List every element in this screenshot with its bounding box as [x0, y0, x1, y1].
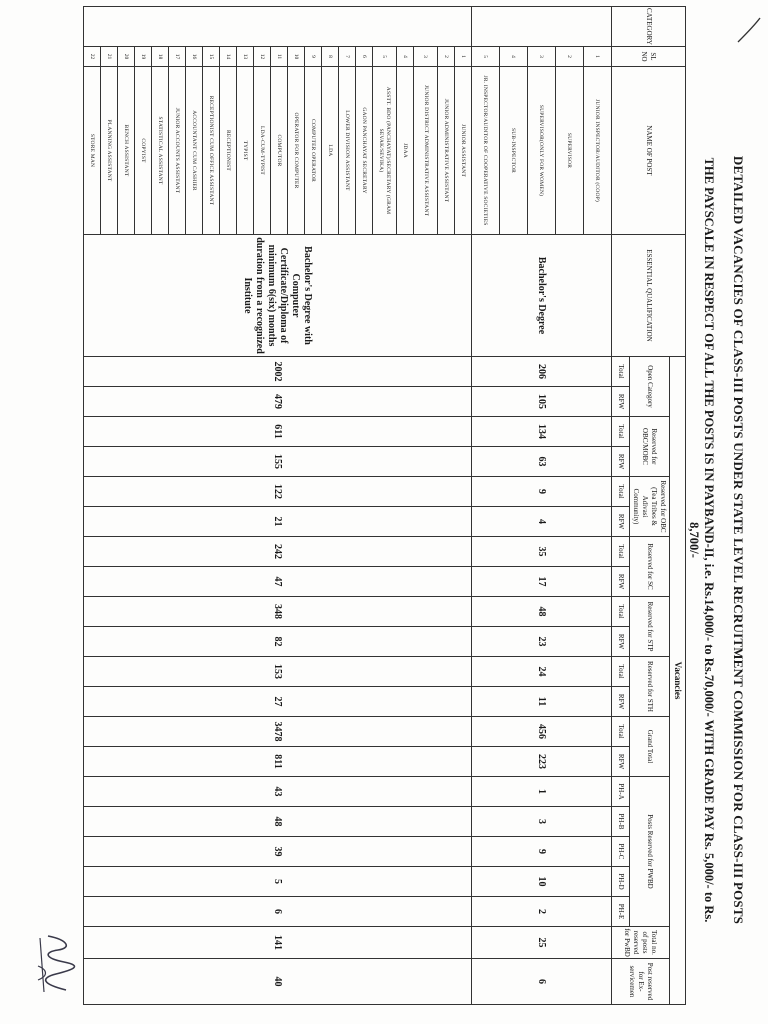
value-obc-tea-total: 122	[84, 477, 472, 507]
post-name: JDAA	[397, 67, 414, 235]
sl-no: 12	[254, 47, 271, 67]
qualification-group1: Bachelor's Degree	[472, 235, 612, 357]
sl-no: 2	[556, 47, 584, 67]
value-ph-c: 39	[84, 837, 472, 867]
header-total: Total	[612, 357, 630, 387]
post-name: JR. INSPECTOR/AUDITOR OF COOPERATIVE SOCIETIES	[472, 67, 500, 235]
value-open-total: 206	[472, 357, 612, 387]
header-rfw: RFW	[612, 447, 630, 477]
value-stp-rfw: 82	[84, 627, 472, 657]
post-name: JUNIOR ASSISTANT	[455, 67, 472, 235]
post-name: PLANNING ASSISTANT	[101, 67, 118, 235]
header-rfw: RFW	[612, 507, 630, 537]
header-stp: Reserved for STP	[630, 597, 670, 657]
header-total: Total	[612, 477, 630, 507]
header-total: Total	[612, 537, 630, 567]
value-obc-tea-total: 9	[472, 477, 612, 507]
value-ph-a: 43	[84, 777, 472, 807]
header-rfw: RFW	[612, 687, 630, 717]
sl-no: 21	[101, 47, 118, 67]
header-ph-c: PH-C	[612, 837, 630, 867]
post-name: ACCOUNTANT CUM CASHIER	[186, 67, 203, 235]
sl-no: 2	[438, 47, 455, 67]
value-sc-rfw: 47	[84, 567, 472, 597]
value-ph-b: 48	[84, 807, 472, 837]
header-obc-tea: Reserved for OBC (Tea Tribes & Adivasi Community)	[630, 477, 670, 537]
post-name: GAON PANCHAYAT SECRETARY	[356, 67, 373, 235]
header-ph-d: PH-D	[612, 867, 630, 897]
header-pwbd: Posts Reserved for PWBD	[630, 777, 670, 927]
value-obc-total: 134	[472, 417, 612, 447]
header-rfw: RFW	[612, 567, 630, 597]
value-sc-rfw: 17	[472, 567, 612, 597]
sl-no: 1	[455, 47, 472, 67]
header-total: Total	[612, 597, 630, 627]
header-name-of-post: NAME OF POST	[612, 67, 686, 235]
value-ex-servicemen: 40	[84, 959, 472, 1005]
post-name: LDA	[322, 67, 339, 235]
value-obc-tea-rfw: 21	[84, 507, 472, 537]
value-ph-e: 6	[84, 897, 472, 927]
header-rfw: RFW	[612, 747, 630, 777]
value-ph-e: 2	[472, 897, 612, 927]
value-grand-total: 456	[472, 717, 612, 747]
value-obc-total: 611	[84, 417, 472, 447]
value-ph-d: 5	[84, 867, 472, 897]
value-stp-total: 48	[472, 597, 612, 627]
document-title: DETAILED VACANCIES OF CLASS-III POSTS UNDER STATE LEVEL RECRUITMENT COMMISSION FOR CLASS-III POSTS	[731, 155, 746, 925]
sl-no: 10	[288, 47, 305, 67]
sl-no: 5	[373, 47, 397, 67]
value-pwbd-total: 25	[472, 927, 612, 959]
value-stp-total: 348	[84, 597, 472, 627]
sl-no: 4	[397, 47, 414, 67]
post-name: LOWER DIVISION ASSISTANT	[339, 67, 356, 235]
header-ex-servicemen: Post reserved for Ex-servicemen	[612, 959, 670, 1005]
sl-no: 19	[135, 47, 152, 67]
post-name: COMPUTOR	[271, 67, 288, 235]
header-total: Total	[612, 417, 630, 447]
value-ph-a: 1	[472, 777, 612, 807]
value-ph-c: 9	[472, 837, 612, 867]
handwritten-signature-icon	[32, 930, 78, 1000]
post-name: SUPERVISOR	[556, 67, 584, 235]
sl-no: 16	[186, 47, 203, 67]
sl-no: 14	[220, 47, 237, 67]
sl-no: 7	[339, 47, 356, 67]
check-mark-icon	[728, 0, 768, 60]
value-ex-servicemen: 6	[472, 959, 612, 1005]
post-name: RECEPTIONIST CUM OFFICE ASSISTANT	[203, 67, 220, 235]
value-grand-rfw: 223	[472, 747, 612, 777]
value-grand-rfw: 811	[84, 747, 472, 777]
sl-no: 4	[500, 47, 528, 67]
header-qualification: ESSENTIAL QUALIFICATION	[612, 235, 686, 357]
header-sth: Reserved for STH	[630, 657, 670, 717]
header-pwbd-total: Total no. of posts reserved for PwBD	[612, 927, 670, 959]
header-open: Open Category	[630, 357, 670, 417]
post-name: TYPIST	[237, 67, 254, 235]
sl-no: 15	[203, 47, 220, 67]
sl-no: 18	[152, 47, 169, 67]
sl-no: 13	[237, 47, 254, 67]
sl-no: 3	[528, 47, 556, 67]
value-open-rfw: 105	[472, 387, 612, 417]
post-name: JUNIOR INSPECTOR/AUDITOR (COOP)	[584, 67, 612, 235]
header-rfw: RFW	[612, 387, 630, 417]
value-ph-b: 3	[472, 807, 612, 837]
value-open-total: 2002	[84, 357, 472, 387]
post-name: COPYIST	[135, 67, 152, 235]
sl-no: 9	[305, 47, 322, 67]
sl-no: 5	[472, 47, 500, 67]
header-sl-no: SL NO	[612, 47, 686, 67]
header-ph-e: PH-E	[612, 897, 630, 927]
qualification-group2: Bachelor's Degree with Computer Certificate/Diploma of minimum 6(six) months duration from a recognized Institute	[84, 235, 472, 357]
header-vacancies: Vacancies	[670, 357, 686, 1005]
value-sc-total: 242	[84, 537, 472, 567]
post-name: COMPUTER OPERATOR	[305, 67, 322, 235]
post-name: BENCH ASSISTANT	[118, 67, 135, 235]
value-ph-d: 10	[472, 867, 612, 897]
sl-no: 1	[584, 47, 612, 67]
category-cell	[84, 7, 472, 47]
post-name: SUB-INSPECTOR	[500, 67, 528, 235]
sl-no: 22	[84, 47, 101, 67]
sl-no: 3	[414, 47, 438, 67]
post-name: RECEPTIONIST	[220, 67, 237, 235]
value-open-rfw: 479	[84, 387, 472, 417]
header-ph-b: PH-B	[612, 807, 630, 837]
post-name: JUNIOR ACCOUNTS ASSISTANT	[169, 67, 186, 235]
value-stp-rfw: 23	[472, 627, 612, 657]
post-name: JUNIOR DISTRICT ADMINISTRATIVE ASSISTANT	[414, 67, 438, 235]
sl-no: 20	[118, 47, 135, 67]
sl-no: 8	[322, 47, 339, 67]
post-name: LDA-CUM-TYPIST	[254, 67, 271, 235]
value-sc-total: 35	[472, 537, 612, 567]
value-sth-rfw: 27	[84, 687, 472, 717]
value-sth-total: 24	[472, 657, 612, 687]
vacancy-table	[83, 6, 686, 1005]
sl-no: 11	[271, 47, 288, 67]
header-total: Total	[612, 717, 630, 747]
value-obc-rfw: 155	[84, 447, 472, 477]
header-grand-total: Grand Total	[630, 717, 670, 777]
value-sth-total: 153	[84, 657, 472, 687]
header-ph-a: PH-A	[612, 777, 630, 807]
header-category: CATEGORY	[612, 7, 686, 47]
post-name: JUNIOR ADMINISTRATIVE ASSISTANT	[438, 67, 455, 235]
value-obc-rfw: 63	[472, 447, 612, 477]
sl-no: 6	[356, 47, 373, 67]
post-name: SUPERVISOR(ONLY FOR WOMEN)	[528, 67, 556, 235]
post-name: OPERATOR FOR COMPUTER	[288, 67, 305, 235]
value-obc-tea-rfw: 4	[472, 507, 612, 537]
value-sth-rfw: 11	[472, 687, 612, 717]
post-name: STORE MAN	[84, 67, 101, 235]
value-grand-total: 3478	[84, 717, 472, 747]
header-total: Total	[612, 657, 630, 687]
header-obc: Reserved for OBC/MOBC	[630, 417, 670, 477]
post-name: ASSTT. BDO (PANCHAYAT)/SECRETARY (GRAM SEVAK/SEVIKA)	[373, 67, 397, 235]
post-name: STATISTICAL ASSISTANT	[152, 67, 169, 235]
category-cell	[472, 7, 612, 47]
sl-no: 17	[169, 47, 186, 67]
header-sc: Reserved for SC	[630, 537, 670, 597]
document-subtitle: THE PAYSCALE IN RESPECT OF ALL THE POSTS IS IN PAYBAND-II, i.e. Rs.14,000/- to Rs.70,000/- WITH GRADE PAY Rs. 5,000/- to Rs. 8,700/-	[687, 157, 716, 923]
value-pwbd-total: 141	[84, 927, 472, 959]
header-rfw: RFW	[612, 627, 630, 657]
